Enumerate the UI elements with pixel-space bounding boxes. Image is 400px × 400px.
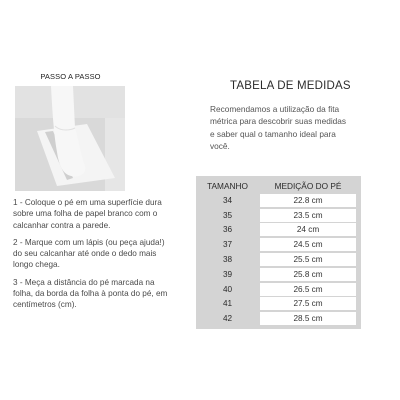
table-header (198, 178, 359, 193)
measure-cell: 25.8 cm (260, 268, 356, 281)
measure-cell: 26.5 cm (260, 283, 356, 296)
size-cell: 39 (222, 269, 233, 279)
size-cell: 42 (222, 314, 233, 324)
size-cell: 38 (222, 255, 233, 265)
measure-cell: 27.5 cm (260, 297, 356, 310)
header-foot-measure: MEDIÇÃO DO PÉ (274, 180, 342, 191)
step-1-text: 1 - Coloque o pé em uma superfície dura sobre uma folha de papel branco com o calcanhar contra a parede. (13, 198, 162, 230)
size-cell: 35 (222, 210, 233, 220)
table-row (198, 252, 359, 267)
size-cell: 40 (222, 284, 233, 294)
table-row (198, 237, 359, 252)
header-size: TAMANHO (207, 180, 248, 191)
size-cell: 37 (222, 240, 233, 250)
measure-cell: 23.5 cm (260, 209, 356, 222)
instructions (13, 197, 173, 317)
table-row (198, 223, 359, 238)
table-row (198, 297, 359, 312)
step-by-step-title: PASSO A PASSO (40, 72, 101, 81)
measure-cell: 24.5 cm (260, 238, 356, 251)
table-row (198, 282, 359, 297)
measure-cell: 24 cm (260, 223, 356, 236)
step-3-text: 3 - Meça a distância do pé marcada na folha, da borda da folha à ponta do pé, em centímetros (cm). (13, 277, 168, 310)
size-cell: 34 (222, 195, 233, 205)
measure-cell: 25.5 cm (260, 253, 356, 266)
intro-text: Recomendamos a utilização da fita métrica para descobrir suas medidas e saber qual o tamanho ideal para você. (210, 104, 347, 151)
measure-cell: 28.5 cm (260, 312, 356, 325)
table-row (198, 311, 359, 326)
size-cell: 41 (222, 299, 233, 309)
size-table (196, 176, 361, 329)
size-cell: 36 (222, 225, 233, 235)
size-table-title: TABELA DE MEDIDAS (230, 80, 351, 92)
measure-cell: 22.8 cm (260, 194, 356, 207)
foot-measuring-photo (15, 86, 125, 191)
table-row (198, 267, 359, 282)
table-row (198, 193, 359, 208)
step-2-text: 2 - Marque com um lápis (ou peça ajuda!) do seu calcanhar até onde o dedo mais longo chega. (13, 237, 165, 270)
table-row (198, 208, 359, 223)
